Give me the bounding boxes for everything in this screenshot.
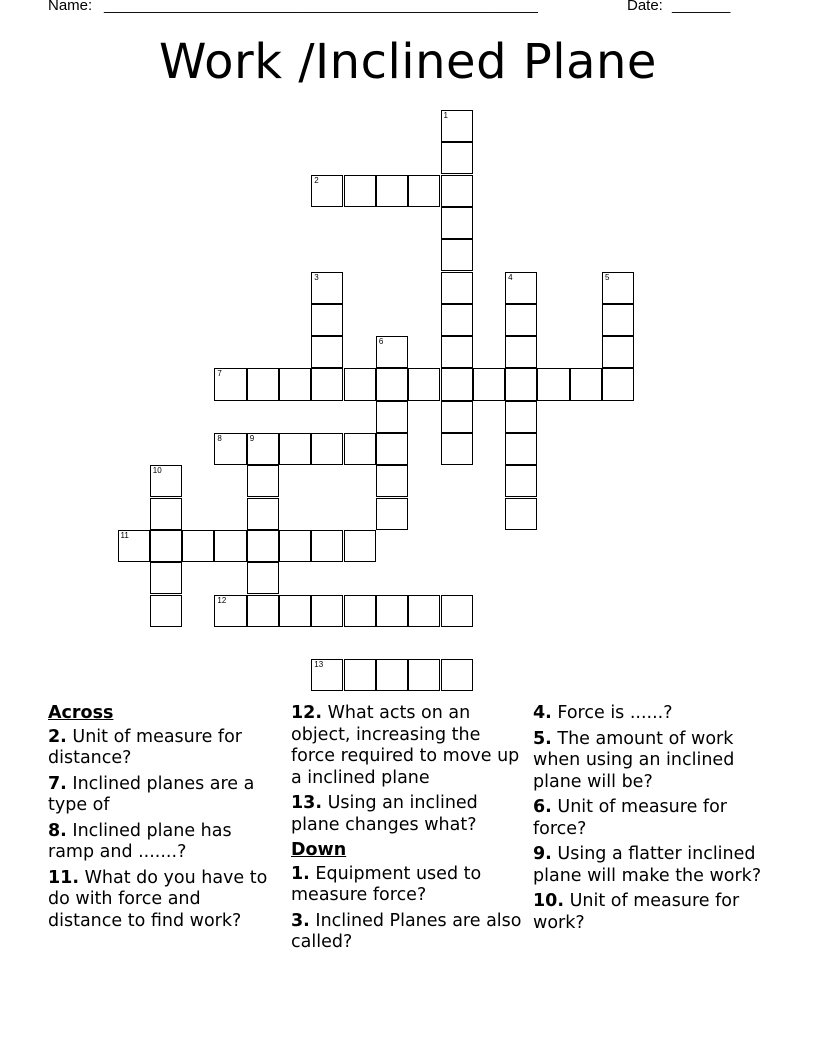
grid-cell[interactable] — [150, 498, 182, 530]
grid-cell[interactable] — [214, 530, 246, 562]
grid-cell[interactable] — [441, 336, 473, 368]
cell-number: 11 — [120, 530, 129, 540]
grid-cell[interactable] — [408, 175, 440, 207]
grid-cell[interactable] — [376, 595, 408, 627]
grid-cell[interactable] — [311, 304, 343, 336]
grid-cell[interactable] — [182, 530, 214, 562]
grid-cell[interactable] — [344, 595, 376, 627]
grid-cell[interactable] — [247, 368, 279, 400]
grid-cell[interactable] — [505, 368, 537, 400]
grid-cell[interactable] — [344, 530, 376, 562]
clue-text: What do you have to do with force and distance to find work? — [48, 867, 268, 931]
grid-cell[interactable] — [150, 562, 182, 594]
grid-cell[interactable] — [247, 595, 279, 627]
grid-cell[interactable] — [344, 368, 376, 400]
clue-across-8 — [48, 821, 280, 864]
grid-cell[interactable] — [505, 433, 537, 465]
date-blank[interactable]: _______ — [672, 0, 731, 14]
grid-cell[interactable] — [441, 304, 473, 336]
clue-column-2 — [291, 703, 523, 958]
grid-cell[interactable] — [279, 530, 311, 562]
clue-text: Inclined planes are a type of — [48, 773, 255, 815]
grid-cell[interactable] — [247, 530, 279, 562]
clue-across-12 — [291, 703, 523, 789]
grid-cell[interactable] — [408, 659, 440, 691]
clue-text: Inclined plane has ramp and .......? — [48, 820, 232, 862]
clue-number: 4. — [533, 703, 552, 723]
grid-cell[interactable] — [279, 433, 311, 465]
clue-down-4 — [533, 703, 773, 725]
grid-cell[interactable] — [247, 498, 279, 530]
cell-number: 2 — [314, 175, 319, 185]
clue-number: 8. — [48, 820, 67, 841]
grid-cell[interactable] — [311, 368, 343, 400]
cell-number: 5 — [605, 272, 610, 282]
cell-number: 13 — [314, 660, 324, 670]
grid-cell[interactable] — [505, 304, 537, 336]
grid-cell[interactable] — [311, 272, 343, 304]
grid-cell[interactable] — [150, 595, 182, 627]
clue-text: The amount of work when using an inclined plane will be? — [533, 728, 735, 792]
cell-number: 6 — [378, 337, 384, 347]
name-label: Name: — [48, 0, 93, 14]
grid-cell[interactable] — [376, 659, 408, 691]
grid-cell[interactable] — [311, 336, 343, 368]
grid-cell[interactable] — [311, 530, 343, 562]
clue-text: What acts on an object, increasing the force required to move up a inclined plane — [291, 703, 520, 788]
clue-across-2 — [48, 727, 280, 770]
grid-cell[interactable] — [473, 368, 505, 400]
grid-cell[interactable] — [441, 368, 473, 400]
grid-cell[interactable] — [505, 498, 537, 530]
grid-cell[interactable] — [441, 433, 473, 465]
grid-cell[interactable] — [214, 595, 246, 627]
clue-number: 5. — [533, 728, 552, 749]
grid-cell[interactable] — [376, 368, 408, 400]
grid-cell[interactable] — [376, 465, 408, 497]
clue-number: 9. — [533, 844, 552, 864]
clue-text: Unit of measure for work? — [533, 891, 740, 933]
cell-number: 9 — [249, 434, 255, 443]
cell-number: 3 — [314, 272, 319, 282]
clue-text: Inclined Planes are also called? — [291, 910, 522, 952]
grid-cell[interactable] — [247, 465, 279, 497]
grid-cell[interactable] — [279, 595, 311, 627]
clue-down-9 — [533, 844, 773, 887]
grid-cell[interactable] — [376, 401, 408, 433]
clue-number: 13. — [291, 793, 323, 813]
grid-cell[interactable] — [441, 142, 473, 174]
grid-cell[interactable] — [441, 272, 473, 304]
clue-text: Force is ......? — [557, 703, 673, 723]
clue-number: 10. — [533, 891, 565, 911]
clue-text: Using an inclined plane changes what? — [291, 793, 478, 835]
grid-cell[interactable] — [150, 530, 182, 562]
page-title: Work /Inclined Plane — [159, 34, 657, 90]
grid-cell[interactable] — [376, 433, 408, 465]
clue-number: 12. — [291, 703, 323, 723]
clue-across-11 — [48, 868, 280, 933]
grid-cell[interactable] — [441, 175, 473, 207]
grid-cell[interactable] — [118, 530, 150, 562]
grid-cell[interactable] — [505, 272, 537, 304]
cell-number: 7 — [217, 369, 222, 379]
grid-cell[interactable] — [344, 659, 376, 691]
clue-number: 3. — [291, 910, 310, 931]
grid-cell[interactable] — [214, 433, 246, 465]
clue-number: 7. — [48, 773, 67, 794]
clue-number: 11. — [48, 867, 80, 888]
clue-down-3 — [291, 911, 523, 954]
clue-column-3 — [533, 703, 773, 938]
cell-number: 1 — [443, 111, 448, 120]
clue-down-5 — [533, 729, 773, 794]
clue-text: Unit of measure for force? — [533, 797, 727, 839]
grid-cell[interactable] — [311, 595, 343, 627]
clue-across-7 — [48, 774, 280, 817]
grid-cell[interactable] — [602, 368, 634, 400]
grid-cell[interactable] — [505, 401, 537, 433]
grid-cell[interactable] — [602, 272, 634, 304]
cell-number: 10 — [152, 466, 162, 476]
grid-cell[interactable] — [344, 433, 376, 465]
grid-cell[interactable] — [408, 368, 440, 400]
cell-number: 4 — [508, 272, 513, 282]
down-heading: Down — [291, 840, 347, 860]
grid-cell[interactable] — [441, 110, 473, 142]
grid-cell[interactable] — [247, 562, 279, 594]
grid-cell[interactable] — [441, 207, 473, 239]
grid-cell[interactable] — [537, 368, 569, 400]
date-label: Date: — [627, 0, 663, 14]
clue-number: 1. — [291, 863, 310, 884]
grid-cell[interactable] — [311, 659, 343, 691]
clue-text: Equipment used to measure force? — [291, 863, 482, 905]
grid-cell[interactable] — [570, 368, 602, 400]
grid-cell[interactable] — [602, 336, 634, 368]
grid-cell[interactable] — [376, 175, 408, 207]
name-blank[interactable]: ____________________________________________________ — [104, 0, 538, 14]
clue-down-1 — [291, 864, 523, 907]
grid-cell[interactable] — [344, 175, 376, 207]
clue-text: Using a flatter inclined plane will make the work? — [533, 844, 762, 886]
grid-cell[interactable] — [408, 595, 440, 627]
across-heading: Across — [48, 703, 114, 723]
clue-across-13 — [291, 793, 523, 836]
grid-cell[interactable] — [279, 368, 311, 400]
cell-number: 8 — [217, 434, 222, 443]
clue-text: Unit of measure for distance? — [48, 726, 242, 768]
clue-number: 2. — [48, 726, 67, 747]
grid-cell[interactable] — [505, 465, 537, 497]
grid-cell[interactable] — [441, 595, 473, 627]
clue-down-6 — [533, 797, 773, 840]
grid-cell[interactable] — [150, 465, 182, 497]
grid-cell[interactable] — [441, 659, 473, 691]
clue-column-1 — [48, 703, 280, 936]
grid-cell[interactable] — [311, 433, 343, 465]
grid-cell[interactable] — [376, 498, 408, 530]
grid-cell[interactable] — [441, 239, 473, 271]
grid-cell[interactable] — [376, 336, 408, 368]
grid-cell[interactable] — [214, 368, 246, 400]
grid-cell[interactable] — [505, 336, 537, 368]
clue-down-10 — [533, 891, 773, 934]
cell-number: 12 — [217, 595, 227, 605]
grid-cell[interactable] — [441, 401, 473, 433]
grid-cell[interactable] — [602, 304, 634, 336]
grid-cell[interactable] — [311, 175, 343, 207]
clue-number: 6. — [533, 797, 552, 817]
grid-cell[interactable] — [247, 433, 279, 465]
